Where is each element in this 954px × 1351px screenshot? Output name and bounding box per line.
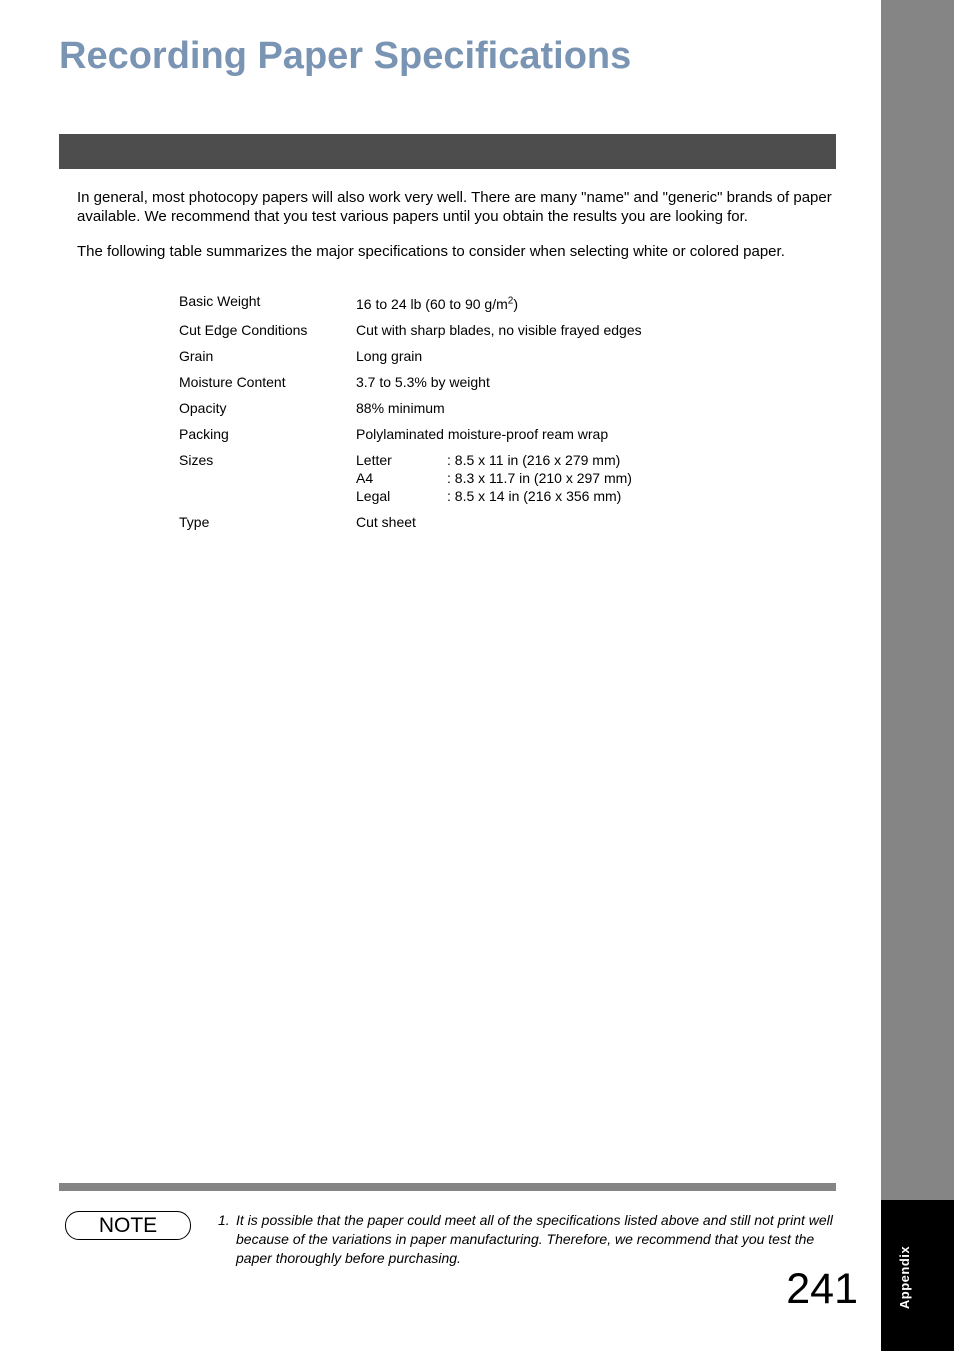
- size-item: [356, 487, 779, 505]
- spec-label: Type: [179, 514, 210, 530]
- page-number: 241: [786, 1265, 858, 1313]
- note-number: 1.: [218, 1212, 230, 1228]
- side-tab-text: Appendix: [897, 1245, 913, 1309]
- side-tab: [881, 0, 954, 1200]
- spec-row-opacity: [179, 399, 779, 417]
- spec-value: Cut with sharp blades, no visible frayed edges: [356, 322, 642, 338]
- spec-value: Long grain: [356, 348, 423, 364]
- spec-value: Polylaminated moisture-proof ream wrap: [356, 426, 609, 442]
- size-item: [356, 469, 779, 487]
- spec-value: Cut sheet: [356, 514, 416, 530]
- spec-row-grain: [179, 347, 779, 365]
- spec-value: [356, 292, 779, 313]
- size-name: Legal: [356, 488, 391, 504]
- spec-row-type: [179, 513, 779, 531]
- spec-label: Grain: [179, 348, 214, 364]
- note-text: It is possible that the paper could meet all of the specifications listed above and still not print well because of the variations in paper manufacturing. Therefore, we recommend that you test the paper thoroughly before purchasing.: [236, 1212, 833, 1266]
- spec-row-cut-edge: [179, 321, 779, 339]
- spec-row-packing: [179, 425, 779, 443]
- size-name: Letter: [356, 452, 392, 468]
- spec-label: Opacity: [179, 400, 227, 416]
- spec-label: Packing: [179, 426, 229, 442]
- spec-label: Moisture Content: [179, 374, 286, 390]
- size-name: A4: [356, 470, 374, 486]
- spec-row-basic-weight: [179, 292, 779, 313]
- spec-label: Cut Edge Conditions: [179, 322, 308, 338]
- spec-label: Sizes: [179, 452, 214, 468]
- spec-value: [356, 451, 779, 505]
- intro-paragraph-2: The following table summarizes the major specifications to consider when selecting white or colored paper.: [77, 243, 785, 260]
- side-tab-label: [882, 1240, 928, 1314]
- size-value: : 8.3 x 11.7 in (210 x 297 mm): [447, 470, 632, 486]
- spec-value: 88% minimum: [356, 400, 445, 416]
- spec-value: 3.7 to 5.3% by weight: [356, 374, 490, 390]
- note-badge: NOTE: [65, 1211, 191, 1240]
- weight-tail: ): [513, 296, 518, 312]
- note-content: [218, 1211, 836, 1268]
- spec-table: [179, 292, 779, 539]
- size-item: [356, 451, 779, 469]
- spec-row-sizes: [179, 451, 779, 505]
- note-divider: [59, 1183, 836, 1191]
- size-value: : 8.5 x 11 in (216 x 279 mm): [447, 452, 621, 468]
- page-title: Recording Paper Specifications: [59, 35, 632, 77]
- size-value: : 8.5 x 14 in (216 x 356 mm): [447, 488, 622, 504]
- weight-superscript: 2: [507, 295, 514, 307]
- spec-label: Basic Weight: [179, 293, 261, 309]
- weight-text: 16 to 24 lb (60 to 90 g/m: [356, 296, 508, 312]
- intro-paragraph-1: In general, most photocopy papers will also work very well. There are many "name" and "generic" brands of paper available. We recommend that you test various papers until you obtain the results you are looking for.: [77, 189, 832, 225]
- spec-row-moisture: [179, 373, 779, 391]
- title-bar: [59, 134, 836, 169]
